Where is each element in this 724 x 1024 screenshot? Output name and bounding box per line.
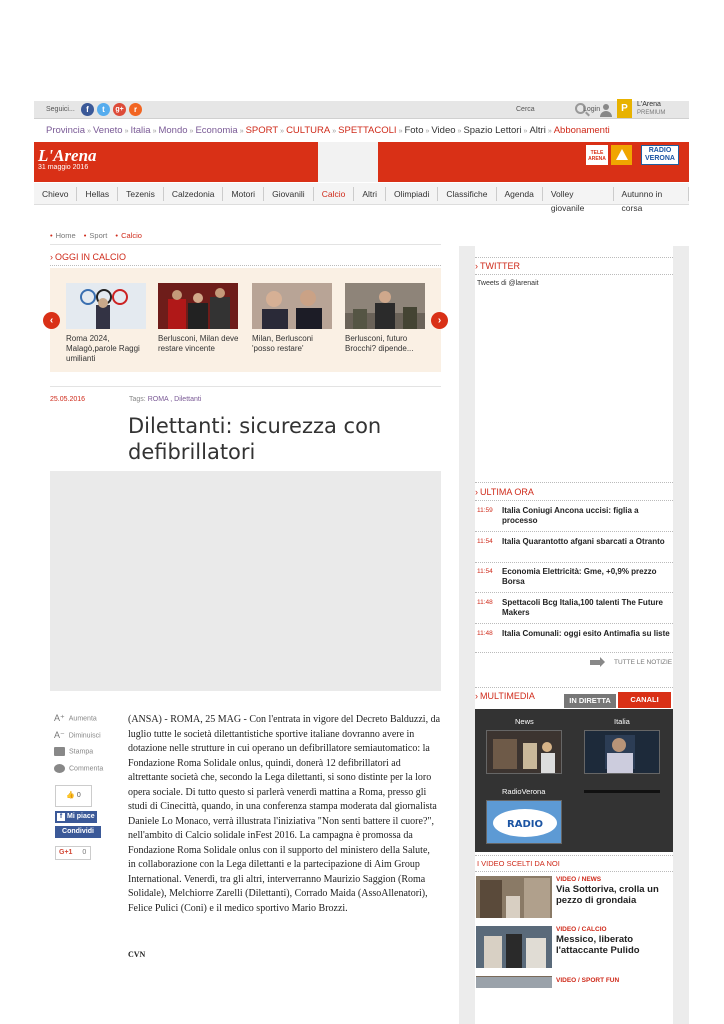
news-time: 11:59 [477, 507, 493, 514]
facebook-icon[interactable]: f [81, 103, 94, 116]
text-decrease-icon: A⁻ [54, 730, 65, 740]
section-nav-item[interactable]: SPORT [245, 125, 279, 136]
channel-news-thumb[interactable] [486, 730, 562, 774]
twitter-heading: › TWITTER [475, 261, 520, 271]
current-date: 31 maggio 2016 [38, 164, 89, 171]
thumbs-up-icon: 👍 [66, 792, 75, 799]
article-tags [129, 396, 201, 403]
divider [475, 274, 673, 275]
carousel-caption[interactable]: Berlusconi, futuro Brocchi? dipende... [345, 334, 414, 353]
carousel-prev-icon[interactable]: ‹ [43, 312, 60, 329]
channel-radioverona-label: RadioVerona [502, 787, 546, 796]
section-nav-separator: » [425, 128, 430, 135]
carousel-next-icon[interactable]: › [431, 312, 448, 329]
ultima-ora-heading: › ULTIMA ORA [475, 487, 534, 497]
section-nav-separator: » [280, 128, 285, 135]
seguici-label: Seguici... [46, 106, 75, 113]
category-tab[interactable]: Classifiche [438, 187, 496, 201]
breadcrumb-calcio[interactable]: • Calcio [115, 231, 141, 240]
video-scelti-heading: I VIDEO SCELTI DA NOI [477, 859, 560, 868]
section-nav-item[interactable]: SPETTACOLI [338, 125, 397, 136]
channel-radioverona-thumb[interactable] [486, 800, 562, 844]
section-nav-item[interactable]: Altri [529, 125, 546, 136]
section-nav-separator: » [87, 128, 91, 135]
article-media-placeholder [50, 471, 441, 691]
section-nav-separator: » [332, 128, 337, 135]
divider [475, 687, 673, 688]
section-nav-item[interactable]: Abbonamenti [553, 125, 610, 136]
channel-progress-bar [584, 790, 660, 793]
print-label: Stampa [69, 748, 94, 756]
font-increase-tool[interactable] [54, 713, 97, 724]
premium-brand[interactable]: L'Arena [637, 101, 661, 108]
site-logo[interactable]: L'Arena [38, 146, 97, 165]
section-nav-separator: » [239, 128, 244, 135]
category-tab[interactable]: Hellas [77, 187, 118, 201]
news-item[interactable]: Economia Elettricità: Gme, +0,9% prezzo Borsa [502, 567, 657, 586]
video-title[interactable]: Messico, liberato l'attaccante Pulido [556, 934, 640, 956]
article-body: (ANSA) - ROMA, 25 MAG - Con l'entrata in vigore del Decreto Balduzzi, da luglio tutte le società dilettantistiche sportive italiane dovranno avere in dotazione nelle strutture in cui operano un defibrillatore semiautomatico: la Fondazione Roma Solidale onlus, quindi, donerà 12 defibrillatori ad altrettante società che, secondo la Lega dilettanti, si sono distinte per la loro opera sociale. Di tutto questo si parlerà venerdì mattina a Roma, presso gli studi di Cinecittà, quando, in una conferenza stampa moderata dal giornalista Daniele Lo Monaco, verrà illustrata l'iniziativa "Non senti battere il cuore?", nell'ambito di Calcio solidale inFest 2016. La campagna è promossa da Fondazione Roma Solidale onlus con il supporto del ministero della Salute, in collaborazione con la Lega dilettanti e la partecipazione di Aim Group International. Venerdì, tra gli altri, interverranno Maurizio Saggion (Roma Solidale), Melchiorre Zarelli (Dilettanti), Corrado Maida (AssoAllenatori), Felice Pulici (Coni) e il medico sportivo Mario Brozzi. [128, 714, 441, 914]
font-decrease-tool[interactable] [54, 730, 101, 741]
rss-icon[interactable]: r [129, 103, 142, 116]
divider [475, 855, 673, 856]
divider [475, 592, 673, 593]
google-plus-button[interactable] [55, 846, 91, 860]
comment-icon [54, 764, 65, 773]
category-tab[interactable]: Tezenis [118, 187, 164, 201]
tutte-le-notizie-link[interactable]: TUTTE LE NOTIZIE [614, 659, 673, 666]
comment-label: Commenta [69, 765, 104, 773]
video-category: VIDEO / SPORT FUN [556, 977, 620, 984]
tags-label: Tags: [129, 396, 146, 403]
video-thumb[interactable] [476, 876, 552, 918]
news-item[interactable]: Italia Quarantotto afgani sbarcati a Otranto [502, 537, 665, 546]
arrow-right-icon [590, 660, 602, 665]
divider [475, 652, 673, 653]
divider [475, 257, 673, 258]
facebook-share-button[interactable]: Condividi [55, 826, 101, 838]
facebook-like-button[interactable] [55, 811, 97, 823]
section-nav-item[interactable]: Foto [404, 125, 424, 136]
mi-piace-label: Mi piace [67, 813, 95, 820]
category-tab[interactable]: Calcio [314, 187, 355, 201]
svg-text:RADIO: RADIO [507, 819, 543, 830]
section-nav-item[interactable]: CULTURA [286, 125, 331, 136]
text-increase-icon: A⁺ [54, 713, 65, 723]
category-tab[interactable]: Chievo [34, 187, 77, 201]
section-nav-separator: » [547, 128, 552, 135]
article-date: 25.05.2016 [50, 396, 86, 403]
news-item[interactable]: Italia Coniugi Ancona uccisi: figlia a processo [502, 506, 639, 525]
gplus-label: G+1 [59, 849, 73, 856]
category-tab[interactable]: Altri [354, 187, 386, 201]
carousel-thumb[interactable] [158, 283, 238, 329]
news-time: 11:48 [477, 599, 493, 606]
premium-label[interactable]: PREMIUM [637, 110, 666, 116]
category-tab[interactable]: Calzedonia [164, 187, 224, 201]
section-nav-separator: » [398, 128, 403, 135]
comment-tool[interactable] [54, 764, 103, 773]
article-signature: CVN [128, 950, 146, 959]
gplus-count: 0 [82, 849, 87, 856]
video-category: VIDEO / CALCIO [556, 926, 607, 933]
divider [50, 244, 441, 245]
divider [475, 623, 673, 624]
category-tab[interactable]: Motori [223, 187, 264, 201]
video-category: VIDEO / NEWS [556, 876, 602, 883]
category-tab[interactable]: Volley giovanile [543, 187, 614, 201]
tab-in-diretta[interactable]: IN DIRETTA [564, 694, 616, 708]
section-nav-item[interactable]: Economia [195, 125, 238, 136]
article-title: Dilettanti: sicurezza con defibrillatori [128, 414, 382, 464]
user-icon[interactable] [600, 104, 612, 117]
print-tool[interactable] [54, 747, 93, 756]
news-time: 11:48 [477, 630, 493, 637]
breadcrumb-sport[interactable]: • Sport [84, 231, 108, 240]
news-time: 11:54 [477, 568, 493, 575]
news-item[interactable]: Italia Comunali: oggi esito Antimafia su liste [502, 629, 670, 638]
section-nav-separator: » [124, 128, 129, 135]
google-plus-icon[interactable]: g+ [113, 103, 126, 116]
carousel-thumb[interactable] [66, 283, 146, 329]
section-nav-separator: » [457, 128, 462, 135]
carousel-caption[interactable]: Roma 2024, Malagò,parole Raggi umilianti [66, 334, 140, 363]
multimedia-heading: › MULTIMEDIA [475, 691, 535, 701]
like-count: 0 [76, 792, 81, 799]
carousel-thumb[interactable] [345, 283, 425, 329]
news-item[interactable]: Spettacoli Bcg Italia,100 talenti The Future Makers [502, 598, 663, 617]
divider [50, 386, 441, 387]
section-nav-item[interactable]: Video [431, 125, 456, 136]
divider [475, 871, 673, 872]
telearena-play-icon[interactable] [611, 145, 632, 165]
search-label[interactable]: Cerca [516, 106, 535, 113]
section-nav-item[interactable]: Mondo [158, 125, 188, 136]
section-nav-item[interactable]: Italia [130, 125, 151, 136]
telearena-logo[interactable]: TELE ARENA [586, 145, 608, 165]
section-nav-item[interactable]: Veneto [92, 125, 123, 136]
tag-links[interactable]: ROMA , Dilettanti [147, 396, 202, 403]
masthead-ad-slot [318, 142, 378, 182]
tab-canali[interactable]: CANALI [618, 692, 671, 708]
video-thumb[interactable] [476, 926, 552, 968]
login-link[interactable]: Login [583, 106, 601, 113]
divider [475, 482, 673, 483]
facebook-icon: f [57, 813, 65, 821]
section-nav-separator: » [189, 128, 194, 135]
section-nav [46, 125, 610, 136]
radioverona-logo[interactable]: RADIO VERONA [641, 145, 679, 165]
divider [475, 500, 673, 501]
tweets-link[interactable]: Tweets di @larenait [477, 280, 539, 287]
breadcrumb-home[interactable]: • Home [50, 231, 76, 240]
channel-news-label: News [515, 717, 534, 726]
video-title[interactable]: Via Sottoriva, crolla un pezzo di grondaia [556, 884, 659, 906]
like-counter [55, 785, 92, 807]
font-increase-label: Aumenta [68, 715, 97, 723]
premium-badge-icon[interactable]: P [617, 99, 632, 118]
twitter-icon[interactable]: t [97, 103, 110, 116]
section-nav-item[interactable]: Spazio Lettori [463, 125, 522, 136]
carousel-thumb[interactable] [252, 283, 332, 329]
section-nav-separator: » [523, 128, 528, 135]
channel-italia-label: Italia [614, 717, 630, 726]
section-nav-separator: » [152, 128, 157, 135]
category-tab[interactable]: Autunno in corsa [614, 187, 689, 201]
category-nav [34, 183, 689, 213]
oggi-heading: › OGGI IN CALCIO [50, 252, 126, 262]
carousel-caption[interactable]: Berlusconi, Milan deve restare vincente [158, 334, 239, 353]
divider [475, 562, 673, 563]
divider [475, 531, 673, 532]
breadcrumb [50, 231, 148, 240]
font-decrease-label: Diminuisci [68, 732, 101, 740]
category-tab[interactable]: Agenda [497, 187, 543, 201]
top-bar [34, 101, 689, 119]
category-tab[interactable]: Giovanili [264, 187, 314, 201]
printer-icon [54, 747, 65, 756]
video-thumb[interactable] [476, 976, 552, 988]
category-tab[interactable]: Olimpiadi [386, 187, 438, 201]
section-nav-item[interactable]: Provincia [46, 125, 86, 136]
news-time: 11:54 [477, 538, 493, 545]
carousel-caption[interactable]: Milan, Berlusconi 'posso restare' [252, 334, 313, 353]
divider [50, 265, 441, 266]
channel-italia-thumb[interactable] [584, 730, 660, 774]
